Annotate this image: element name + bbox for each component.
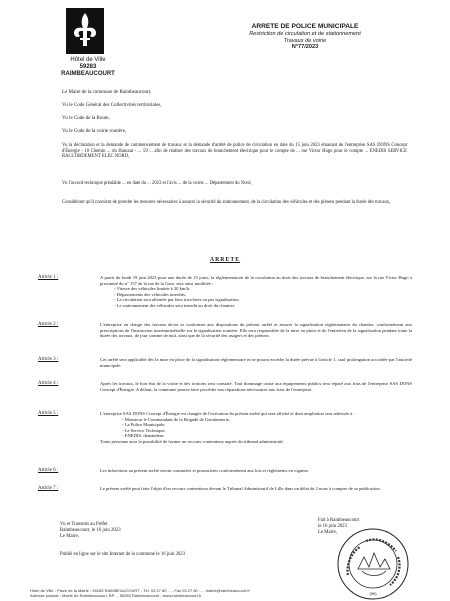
article-4-label: Article 4 : [38,381,59,386]
signature-line: Le Maire, [318,530,337,535]
arrete-title: ARRETE [209,257,241,263]
article-5-label: Article 5 : [38,411,59,416]
article-3-label: Article 3 : [38,357,59,362]
publication-note: Publié en ligne sur le site Internet de la commune le 16 juin 2023 [60,552,186,557]
mairie-line1: Hôtel de Ville [70,57,106,63]
article-5-bullet: - La Police Municipale, [122,422,412,428]
article-6-label: Article 6 : [38,468,59,473]
article-3-text: Cet arrêté sera applicable dès la mise en place de la signalisation réglementaire et ne pourra excéder la durée prévue à l'article 1, sauf prolongation accordée par l'autorité municipale. [100,357,412,368]
transmission-line: Vu et Transmis au Préfet [60,522,108,527]
signature-line: Fait à Raimbeaucourt [318,518,360,523]
vu-line-1: Le Maire de la commune de Raimbeaucourt, [62,90,152,95]
vu-technique-paragraph: Vu l'accord technique préalable ... en date du ... 2023 et l'avis ... de la voirie ... Département du Nord, [62,181,252,186]
vu-line-2: Vu le Code Général des Collectivités territoriales, [62,103,162,108]
article-5-body [100,411,412,445]
page-footer [30,588,430,598]
article-1-bullet: - Dépassements des véhicules interdits, [114,292,412,298]
transmission-line: Raimbeaucourt, le 16 juin 2023 [60,528,121,533]
transmission-block [60,522,121,540]
footer-line: Adresse postale : Mairie de Raimbeaucourt, BP ... 59283 Raimbeaucourt - www.raimbeaucourt.fr [30,593,202,598]
footer-line: Hôtel de Ville - Place de la Mairie - 59283 RAIMBEAUCOURT - Tél. 03 27 80 ... - Fax 03 27 80 ... - mairie@raimbeaucourt.fr [30,588,250,593]
article-5-bullet: - ENEDIS, demandeur. [122,433,412,439]
article-1-bullet: - Vitesse des véhicules limitée à 30 km/h, [114,286,412,292]
article-5-after: Toute personne aura la possibilité de former un recours contentieux auprès du tribunal administratif. [100,438,284,444]
article-4-text: Après les travaux, le bon état de la voirie et des trottoirs sera constaté. Tout dommage causé aux équipements publics sera réparé aux frais de l'entreprise SAS DONS Concept d'Énergie. A défaut, la commune pourra faire procéder aux réparations nécessaires aux frais de l'entreprise. [100,381,412,392]
article-7-label: Article 7 : [38,486,59,491]
article-2-text: L'entreprise en charge des travaux devra se conformer aux dispositions du présent arrêté et assurer la signalisation réglementaire du chantier, conformément aux prescriptions de l'instruction interministérielle sur la signalisation routière. Elle sera responsable de la mise en place et de l'entretien de la signalisation pendant toute la durée des travaux, de jour comme de nuit, ainsi que de la sécurité des usagers et des piétons. [100,322,412,339]
considerant-paragraph: Considérant qu'il convient de prendre les mesures nécessaires à assurer la sécurité du stationnement, de la circulation des véhicules et des piétons pendant la durée des travaux, [62,200,391,205]
article-1-bullet: - La circulation sera alternée par feux tricolores ou par signalisation, [114,297,412,303]
article-7-text: Le présent arrêté peut faire l'objet d'un recours contentieux devant le Tribunal Administratif de Lille dans un délai de 2 mois à compter de sa publication. [100,486,381,491]
article-5-bullet: - Le Service Technique, [122,428,412,434]
signature-line: le 16 juin 2023 [318,524,347,529]
article-1-bullet: - Le stationnement des véhicules sera interdit au droit du chantier. [114,303,412,309]
article-1-body [100,275,412,309]
header-subtitle2: Travaux de voirie [283,37,327,44]
vu-line-3: Vu le Code de la Route, [62,116,110,121]
article-5-bullet: - Monsieur le Commandant de la Brigade de Gendarmerie, [122,417,412,423]
mairie-line2: 59283 RAIMBEAUCOURT [61,64,115,77]
article-2-label: Article 2 : [38,322,59,327]
arrete-header [205,24,405,51]
header-title: ARRETE DE POLICE MUNICIPALE [251,23,359,30]
article-1-text: A partir du lundi 19 juin 2023 pour une durée de 15 jours, la réglementation de la circulation au droit des travaux de branchement électrique, sur la rue Victor Hugo à proximité du n° 157 de la rue de la Gare, sera ainsi modifiée : [100,275,412,286]
svg-text:(59): (59) [369,591,377,596]
vu-demande-paragraph: Vu la déclaration et la demande de commencement de travaux et la demande d'arrêté de police de circulation en date du 15 juin 2023 émanant de l'entreprise SAS DONS Concept d'Énergie - 10 Chemin ... du Hainaut - ... 59 ... afin de réaliser des travaux de branchement électrique pour le compte de ... rue Victor Hugo pour le compte ... ENEDIS SERVICE RACCORDEMENT ELEC NORD, [62,143,407,160]
article-1-label: Article 1 : [38,275,59,280]
header-number: N°77/2023 [291,44,319,51]
fleur-de-lis-logo [66,8,104,54]
mairie-address [53,57,123,78]
article-5-text: L'entreprise SAS DONS Concept d'Énergie est chargée de l'exécution du présent arrêté qui sera affiché et dont ampliation sera adressée à : [100,411,355,416]
vu-line-4: Vu le Code de la voirie routière, [62,129,127,134]
transmission-line: Le Maire, [60,534,79,539]
article-6-text: Les infractions au présent arrêté seront constatées et poursuivies conformément aux lois et règlements en vigueur. [100,468,309,473]
header-subtitle: Restriction de circulation et de stationnement [249,30,361,37]
